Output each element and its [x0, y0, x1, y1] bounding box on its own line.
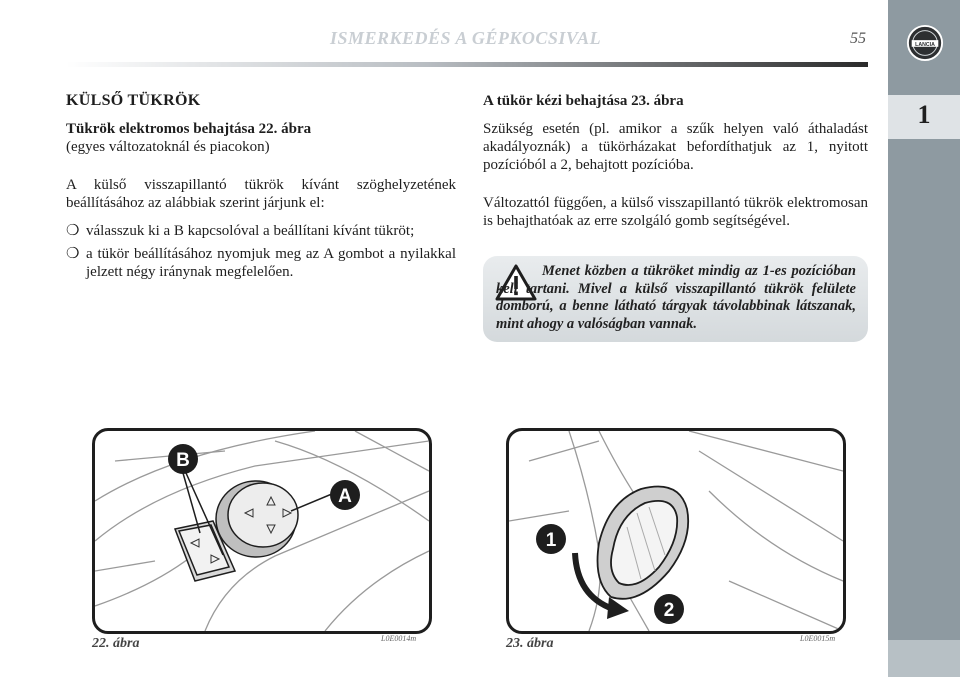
figure-23-caption: 23. ábra — [506, 636, 554, 651]
page-number: 55 — [850, 30, 866, 47]
callout-label-2: 2 — [663, 600, 675, 621]
figure-22-code: L0E0014m — [381, 634, 417, 643]
callout-label-1: 1 — [545, 530, 557, 551]
section-title: KÜLSŐ TÜKRÖK — [66, 92, 201, 109]
availability-note: (egyes változatoknál és piacokon) — [66, 139, 270, 155]
bullet-icon: ❍ — [66, 223, 80, 239]
left-column — [66, 92, 456, 286]
callout-label-a: A — [338, 486, 352, 507]
warning-text — [496, 263, 856, 333]
warning-message: Menet közben a tükröket mindig az 1-es pozícióban kell tartani. Mivel a külső visszapillantó tükrök felülete domború, a benne látható tárgyak távolabbinak látszanak, mint ahogy a valóságban vannak. — [496, 263, 856, 332]
mirror-switch-illustration — [95, 431, 429, 631]
right-column — [483, 92, 868, 240]
callout-label-b: B — [176, 450, 190, 471]
figure-23-code: L0E0015m — [800, 634, 836, 643]
running-header: ISMERKEDÉS A GÉPKOCSIVAL — [330, 28, 602, 48]
bullet-list — [66, 222, 456, 281]
intro-paragraph: A külső visszapillantó tükrök kívánt szöghelyzetének beállításához az alábbiak szerint járjunk el: — [66, 177, 456, 211]
subtitle-electric-fold: Tükrök elektromos behajtása 22. ábra — [66, 121, 312, 137]
paragraph-electric-fold: Változattól függően, a külső visszapillantó tükrök elektromosan is behajthatóak az erre szolgáló gomb segítségével. — [483, 195, 868, 229]
lancia-logo-icon — [906, 24, 944, 62]
bullet-icon: ❍ — [66, 246, 80, 262]
subtitle-manual-fold: A tükör kézi behajtása 23. ábra — [483, 93, 684, 109]
list-item — [66, 222, 456, 240]
figure-22-caption: 22. ábra — [92, 636, 140, 651]
footer-strip — [888, 640, 960, 677]
list-item — [66, 245, 456, 281]
figure-23-manual-fold — [506, 428, 846, 634]
logo-text: LANCIA — [915, 41, 935, 48]
bullet-text: a tükör beállításához nyomjuk meg az A gombot a nyilakkal jelzett négy iránynak megfelelően. — [86, 246, 456, 280]
chapter-number: 1 — [917, 100, 931, 129]
mirror-fold-illustration — [509, 431, 843, 631]
header-rule — [66, 62, 868, 67]
chapter-tab — [888, 0, 960, 677]
bullet-text: válasszuk ki a B kapcsolóval a beállítani kívánt tükröt; — [86, 223, 415, 239]
figure-22-mirror-switches — [92, 428, 432, 634]
paragraph-manual-fold: Szükség esetén (pl. amikor a szűk helyen való áthaladást akadályoznák) a tükörházakat befordíthatjuk az 1, nyitott pozícióból a 2, behajtott pozícióba. — [483, 121, 868, 173]
